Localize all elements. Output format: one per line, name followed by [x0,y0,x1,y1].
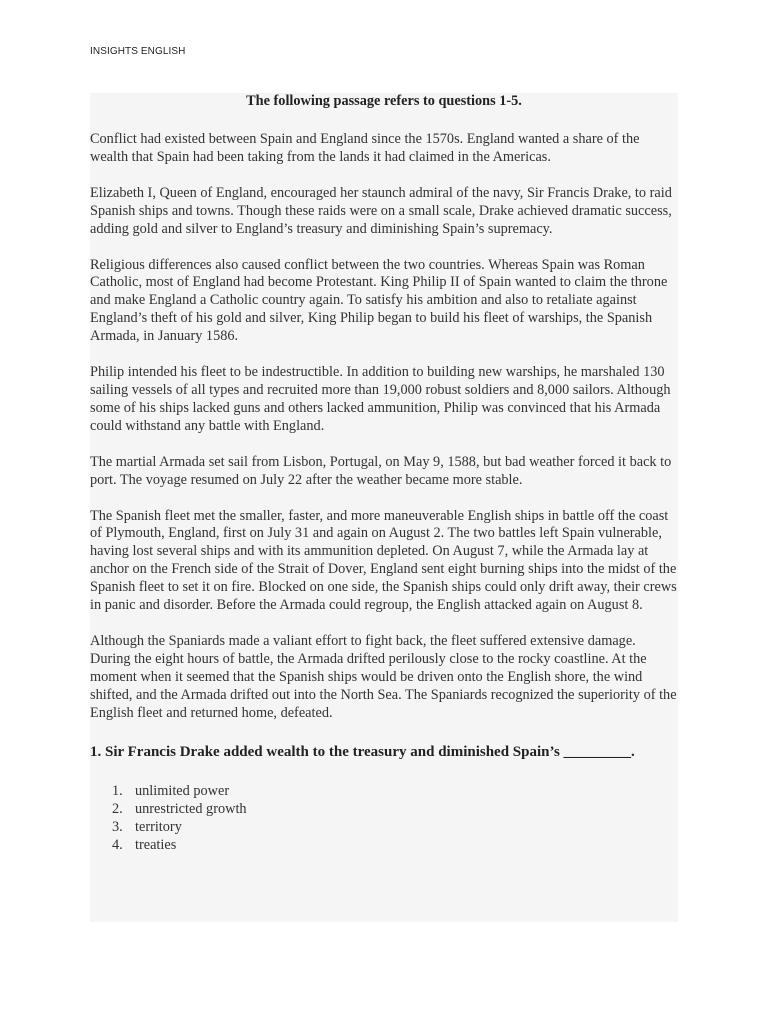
option-text: territory [135,819,182,836]
passage-paragraph-2: Elizabeth I, Queen of England, encouraged her staunch admiral of the navy, Sir Francis Drake, to raid Spanish ships and towns. Though these raids were on a small scale, Drake achieved dramatic success, adding gold and silver to England’s treasury and diminishing Spain’s supremacy. [90,184,672,237]
passage-paragraph-3: Religious differences also caused conflict between the two countries. Whereas Spain was Roman Catholic, most of England had become Protestant. King Philip II of Spain wanted to claim the throne and make England a Catholic country again. To satisfy his ambition and also to retaliate against England’s theft of his gold and silver, King Philip began to build his fleet of warships, the Spanish Armada, in January 1586. [90,256,668,345]
passage-container [90,93,678,922]
page-header: INSIGHTS ENGLISH [90,46,186,57]
passage-paragraph-1: Conflict had existed between Spain and England since the 1570s. England wanted a share of the wealth that Spain had been taking from the lands it had claimed in the Americas. [90,131,640,165]
option-text: unlimited power [135,783,230,800]
answer-option [90,818,678,836]
passage-paragraph-5: The martial Armada set sail from Lisbon, Portugal, on May 9, 1588, but bad weather forced it back to port. The voyage resumed on July 22 after the weather became more stable. [90,453,672,488]
option-number: 2. [112,801,123,818]
passage-paragraph-4: Philip intended his fleet to be indestructible. In addition to building new warships, he marshaled 130 sailing vessels of all types and recruited more than 19,000 robust soldiers and 8,000 sailors. Although some of his ships lacked guns and others lacked ammunition, Philip was convinced that his Armada could withstand any battle with England. [90,364,671,434]
option-number: 3. [112,819,123,836]
passage-paragraph-6: The Spanish fleet met the smaller, faster, and more maneuverable English ships in battle off the coast of Plymouth, England, first on July 31 and again on August 2. The two battles left Spain vulnerable, having lost several ships and with its ammunition depleted. On August 7, while the Armada lay at anchor on the French side of the Strait of Dover, England sent eight burning ships into the midst of the Spanish fleet to set it on fire. Blocked on one side, the Spanish ships could only drift away, their crews in panic and disorder. Before the Armada could regroup, the English attacked again on August 8. [90,507,677,614]
question-1: 1. Sir Francis Drake added wealth to the treasury and diminished Spain’s _________. [90,744,635,761]
answer-option [90,782,678,800]
option-text: treaties [135,837,177,854]
option-text: unrestricted growth [135,801,247,818]
passage-heading: The following passage refers to questions 1-5. [246,93,522,109]
answer-options [90,782,678,854]
option-number: 4. [112,837,123,854]
answer-option [90,800,678,818]
answer-option [90,836,678,854]
option-number: 1. [112,783,123,800]
passage-paragraph-7: Although the Spaniards made a valiant effort to fight back, the fleet suffered extensive damage. During the eight hours of battle, the Armada drifted perilously close to the rocky coastline. At the moment when it seemed that the Spanish ships would be driven onto the English shore, the wind shifted, and the Armada drifted out into the North Sea. The Spaniards recognized the superiority of the English fleet and returned home, defeated. [90,632,677,721]
